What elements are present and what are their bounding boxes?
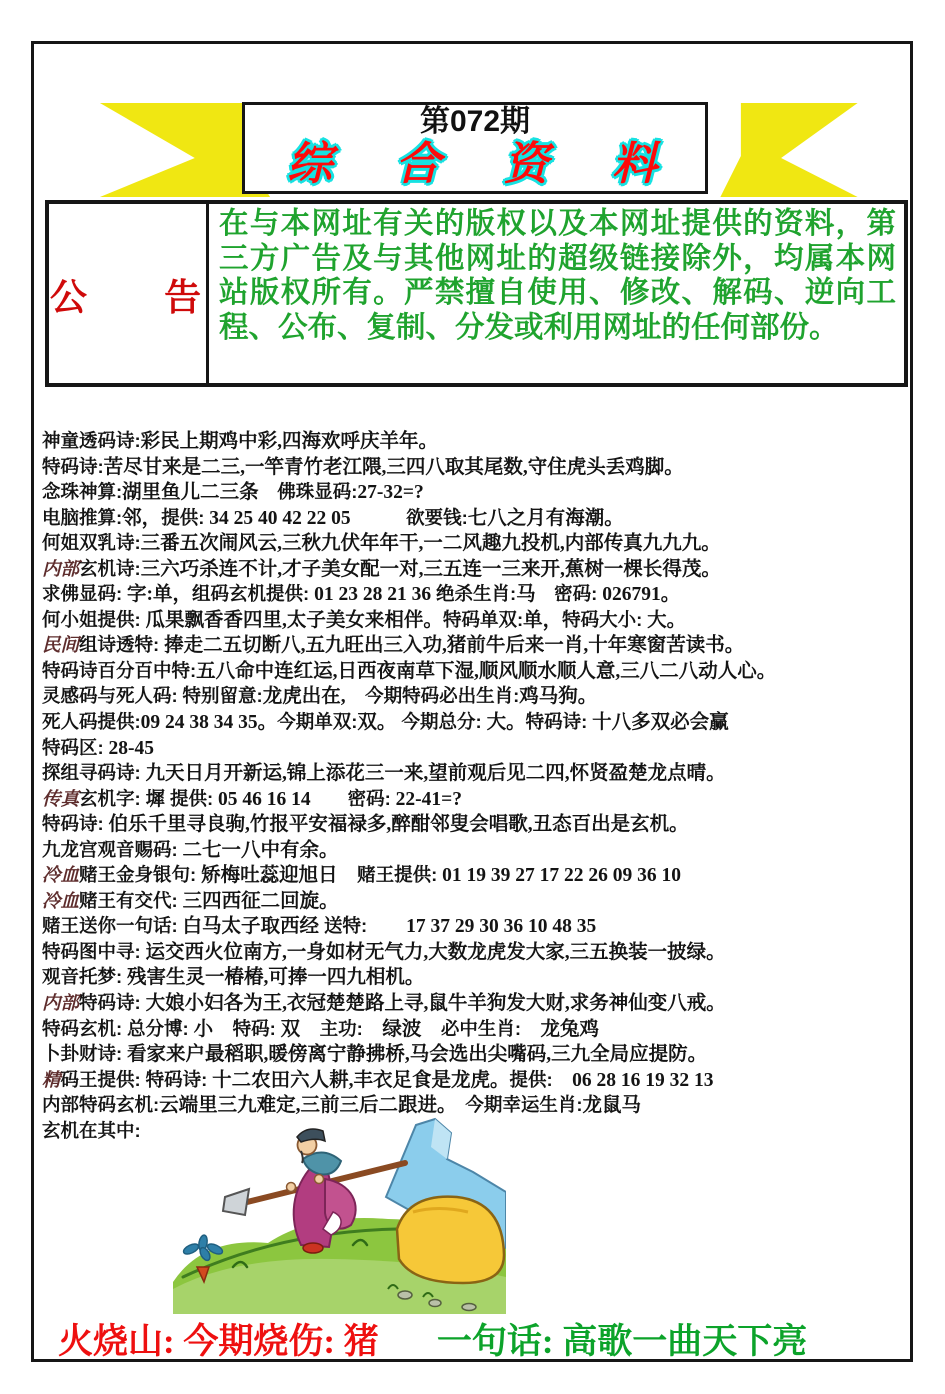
old-man-illustration [173,1117,506,1314]
text-line-7: 求佛显码: 字:单，组码玄机提供: 01 23 28 21 36 绝杀生肖:马 密码: 026791。 [42,583,681,606]
text-line-2: 特码诗:苦尽甘来是二三,一竿青竹老江隈,三四八取其尾数,守住虎头丢鸡脚。 [42,455,684,478]
footer-red-text: 火烧山: 今期烧伤: 猪 [58,1322,379,1361]
ribbon-right-icon [718,100,860,200]
title-box [242,102,708,194]
body-lines [42,429,908,1144]
text-line-20: 赌王送你一句话: 白马太子取西经 送特: 17 37 29 30 36 10 48 35 [42,915,597,938]
notice-label: 公 告 [49,204,209,383]
issue-number: 第072期 [419,105,531,138]
text-line-3: 念珠神算:湖里鱼儿二三条 佛珠显码:27-32=? [42,481,424,504]
text-line-5: 何姐双乳诗:三番五次闹风云,三秋九伏年年干,一二风趣九投机,内部传真九九九。 [42,532,721,555]
text-line-9: 民间组诗透特: 捧走二五切断八,五九旺出三入功,猪前牛后来一肖,十年寒窗苦读书。 [42,634,745,657]
text-line-1: 神童透码诗:彩民上期鸡中彩,四海欢呼庆羊年。 [42,430,439,452]
page-title: 综 合 资 料 [287,139,683,189]
text-line-25: 卜卦财诗: 看家来户最稻职,暖傍离宁静拂桥,马会选出尖嘴码,三九全局应提防。 [42,1043,708,1066]
text-line-6: 内部玄机诗:三六巧杀连不计,才子美女配一对,三五连一三来开,蕉树一棵长得茂。 [42,557,721,580]
text-line-18: 冷血赌王金身银句: 矫梅吐蕊迎旭日 赌王提供: 01 19 39 27 17 22 26 09 36 10 [42,864,681,887]
text-line-13: 特码区: 28-45 [42,736,155,759]
text-line-17: 九龙宫观音赐码: 二七一八中有余。 [42,838,339,861]
page-frame [31,41,913,1362]
text-line-14: 探组寻码诗: 九天日月开新运,锦上添花三一来,望前观后见二四,怀贤盈楚龙点晴。 [42,762,726,785]
footer-banner [34,1316,910,1362]
text-line-12: 死人码提供:09 24 38 34 35。今期单双:双。 今期总分: 大。特码诗: 十八多双必会赢 [42,711,729,734]
text-line-26: 精码王提供: 特码诗: 十二农田六人耕,丰衣足食是龙虎。提供: 06 28 16 19 32 13 [42,1068,714,1091]
text-line-16: 特码诗: 伯乐千里寻良驹,竹报平安福禄多,醉酣邻叟会唱歌,丑态百出是玄机。 [42,813,689,836]
text-line-28: 玄机在其中: [42,1119,141,1141]
text-line-19: 冷血赌王有交代: 三四西征二回旋。 [42,889,339,912]
footer-green-text: 一句话: 高歌一曲天下亮 [436,1322,808,1361]
text-line-27: 内部特码玄机:云端里三九难定,三前三后二跟进。 今期幸运生肖:龙鼠马 [42,1094,641,1117]
text-line-8: 何小姐提供: 瓜果飘香香四里,太子美女来相伴。特码单双:单，特码大小: 大。 [42,608,687,631]
text-line-4: 电脑推算:邻，提供: 34 25 40 42 22 05 欲要钱:七八之月有海潮。 [42,506,624,529]
text-line-11: 灵感码与死人码: 特别留意:龙虎出在, 今期特码必出生肖:鸡马狗。 [42,685,598,708]
text-line-10: 特码诗百分百中特:五八命中连红运,日西夜南草下湿,顺风顺水顺人意,三八二八动人心。 [42,659,777,682]
header [34,100,910,202]
notice-box [45,200,908,387]
text-line-15: 传真玄机字: 墀 提供: 05 46 16 14 密码: 22-41=? [42,787,463,810]
text-line-23: 内部特码诗: 大娘小妇各为王,衣冠楚楚路上寻,鼠牛羊狗发大财,求务神仙变八戒。 [42,992,726,1015]
text-line-21: 特码图中寻: 运交西火位南方,一身如材无气力,大数龙虎发大家,三五换装一披绿。 [42,940,726,963]
notice-text: 在与本网址有关的版权以及本网址提供的资料，第三方广告及与其他网址的超级链接除外，均属本网站版权所有。严禁擅自使用、修改、解码、逆向工程、公布、复制、分发或利用网址的任何部份。 [219,208,896,344]
text-line-24: 特码玄机: 总分博: 小 特码: 双 主功: 绿波 必中生肖: 龙兔鸡 [42,1017,600,1040]
text-line-22: 观音托梦: 残害生灵一椿椿,可捧一四九相机。 [42,966,425,989]
